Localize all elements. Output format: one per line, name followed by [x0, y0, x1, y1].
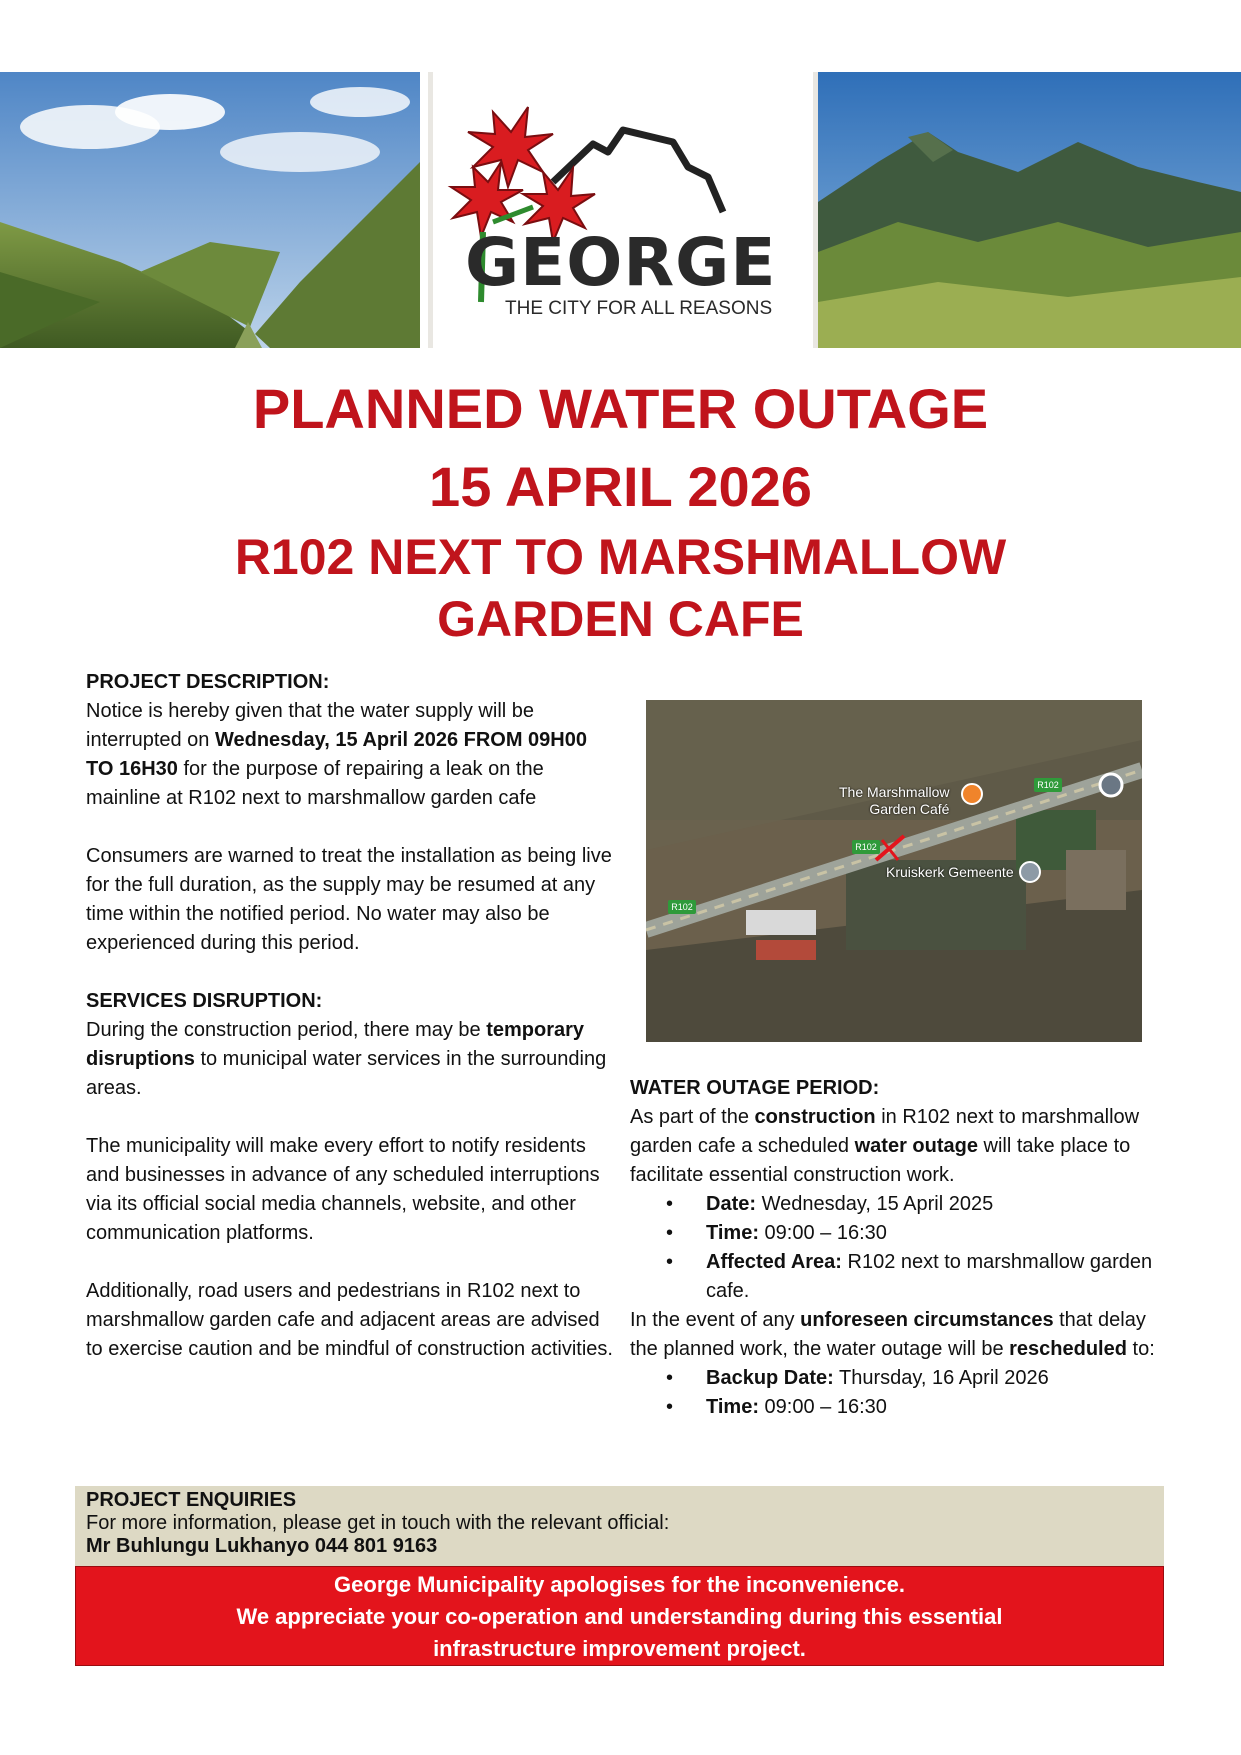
headline-location-line1: R102 NEXT TO MARSHMALLOW	[234, 529, 1007, 585]
list-item-value: 09:00 – 16:30	[758, 1396, 887, 1418]
backup-details-list	[630, 1364, 1160, 1422]
notification-text: The municipality will make every effort to notify residents and businesses in advance of any scheduled interruptions via its official social media channels, website, and other communication platforms.	[86, 1135, 600, 1244]
text-run: to municipal water services in the surrounding areas.	[86, 1048, 607, 1099]
text-bold: water outage	[854, 1135, 978, 1157]
consumer-warning: Consumers are warned to treat the installation as being live for the full duration, as the supply may be resumed at any time within the notified period. No water may also be experienced during this period.	[86, 845, 612, 954]
text-run: Notice is hereby given that the water supply will be interrupted on	[86, 700, 535, 751]
contact-person: Mr Buhlungu Lukhanyo 044 801 9163	[86, 1535, 438, 1557]
list-item-value: Thursday, 16 April 2026	[833, 1367, 1049, 1389]
map-label-line: Garden Café	[869, 801, 950, 817]
header-banner	[0, 72, 1241, 348]
road-badge-label: R102	[1037, 780, 1059, 790]
right-column	[630, 1074, 1160, 1422]
headline-date: 15 APRIL 2026	[429, 455, 812, 518]
logo-wordmark: GEORGE	[465, 224, 777, 301]
location-pin-icon	[1100, 774, 1122, 796]
road-badge-label: R102	[855, 842, 877, 852]
text-bold: construction	[754, 1106, 876, 1128]
reschedule-text	[630, 1306, 1160, 1364]
text-bold: unforeseen circumstances	[800, 1309, 1054, 1331]
george-logo	[428, 72, 818, 348]
mountain-photo-right	[818, 72, 1241, 348]
mountain-photo-left	[0, 72, 420, 348]
satellite-map	[646, 700, 1142, 1042]
water-outage-heading: WATER OUTAGE PERIOD:	[630, 1077, 880, 1099]
church-pin-icon	[1020, 862, 1040, 882]
text-run: for the purpose of repairing a leak on the mainline at R102 next to marshmallow garden cafe	[86, 758, 544, 809]
map-label-line: The Marshmallow	[839, 784, 950, 800]
apology-line: infrastructure improvement project.	[433, 1636, 806, 1661]
restaurant-pin-icon	[962, 784, 982, 804]
text-run: in R102 next to marshmallow garden cafe a scheduled	[630, 1106, 1140, 1157]
list-item	[630, 1364, 1160, 1393]
text-run: will take place to facilitate essential construction work.	[630, 1135, 1131, 1186]
text-bold: temporary disruptions	[86, 1019, 585, 1070]
project-description-heading: PROJECT DESCRIPTION:	[86, 671, 330, 693]
list-item-label: Affected Area:	[706, 1251, 842, 1273]
left-column	[86, 668, 616, 1364]
apology-line: We appreciate your co-operation and understanding during this essential	[236, 1604, 1003, 1629]
list-item-value: 09:00 – 16:30	[758, 1222, 887, 1244]
text-run: During the construction period, there may be	[86, 1019, 487, 1041]
project-enquiries-box	[75, 1486, 1164, 1566]
list-item-value: R102 next to marshmallow garden cafe.	[706, 1251, 1153, 1302]
list-item-label: Time:	[706, 1396, 759, 1418]
map-label-cafe	[839, 784, 949, 818]
headline-title: PLANNED WATER OUTAGE	[252, 377, 989, 440]
list-item-label: Backup Date:	[706, 1367, 834, 1389]
list-item	[630, 1219, 1160, 1248]
list-item-value: Wednesday, 15 April 2025	[756, 1193, 994, 1215]
list-item	[630, 1248, 1160, 1306]
project-description-text	[86, 697, 616, 813]
enquiries-text: For more information, please get in touch with the relevant official:	[86, 1512, 670, 1534]
list-item-label: Time:	[706, 1222, 759, 1244]
list-item	[630, 1190, 1160, 1219]
list-item-label: Date:	[706, 1193, 757, 1215]
logo-tagline: THE CITY FOR ALL REASONS	[505, 298, 773, 319]
apology-banner	[75, 1566, 1164, 1666]
text-run: As part of the	[630, 1106, 755, 1128]
road-badge-label: R102	[671, 902, 693, 912]
services-disruption-text	[86, 1016, 616, 1103]
outage-datetime: Wednesday, 15 April 2026 FROM 09H00 TO 16H30	[86, 729, 587, 780]
water-outage-text	[630, 1103, 1160, 1190]
text-run: that delay the planned work, the water outage will be	[630, 1309, 1146, 1360]
headline-main	[0, 376, 1241, 520]
list-item	[630, 1393, 1160, 1422]
headline-location	[0, 526, 1241, 650]
text-run: In the event of any	[630, 1309, 801, 1331]
outage-details-list	[630, 1190, 1160, 1306]
headline-location-line2: GARDEN CAFE	[437, 591, 804, 647]
enquiries-heading: PROJECT ENQUIRIES	[86, 1489, 297, 1511]
services-disruption-heading: SERVICES DISRUPTION:	[86, 990, 323, 1012]
apology-line: George Municipality apologises for the inconvenience.	[334, 1572, 905, 1597]
text-run: to:	[1126, 1338, 1155, 1360]
caution-text: Additionally, road users and pedestrians in R102 next to marshmallow garden cafe and adjacent areas are advised to exercise caution and be mindful of construction activities.	[86, 1280, 613, 1360]
map-label-church: Kruiskerk Gemeente	[886, 864, 1014, 880]
text-bold: rescheduled	[1009, 1338, 1127, 1360]
